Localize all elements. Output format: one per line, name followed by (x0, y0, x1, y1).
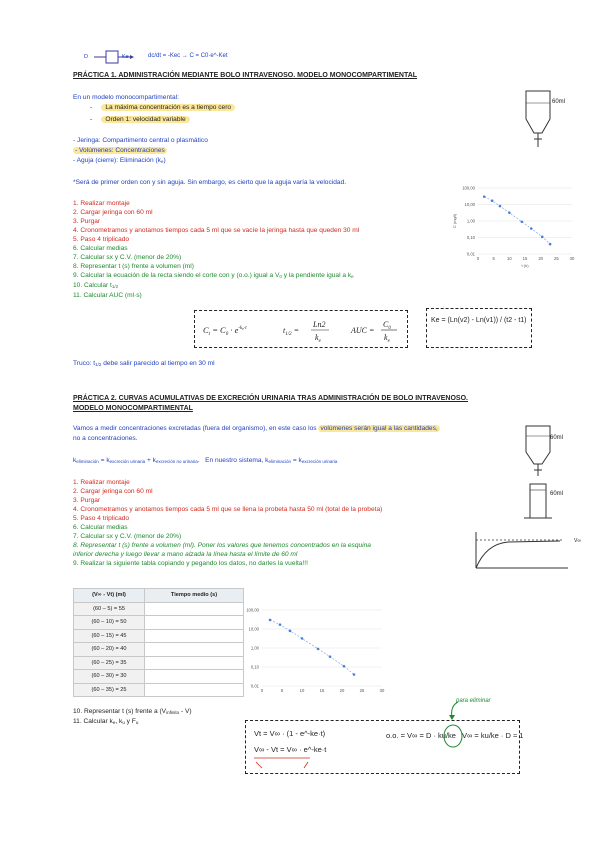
p1-tip-start: Truco: t (73, 360, 96, 367)
p2-step: 3. Purgar (73, 497, 101, 504)
p2-step10-text: 10. Representar t (s) frente a (V (73, 708, 167, 715)
p1-title: PRÁCTICA 1. ADMINISTRACIÓN MEDIANTE BOLO INTRAVENOSO. MODELO MONOCOMPARTIMENTAL (73, 72, 418, 79)
data-point (499, 205, 502, 208)
p1-formula-box (194, 310, 408, 348)
p1-step: 8. Representar t (s) frente a volumen (ml) (73, 263, 194, 270)
ke-formula: Ke = (Ln(v2) - Ln(v1)) / (t2 - t1) (431, 317, 527, 324)
y-tick-label: 10,00 (464, 202, 475, 207)
p1-part-syringe: - Jeringa: Compartimento central o plasmático (73, 137, 208, 144)
y-axis-label: C (mg/l) (452, 213, 457, 229)
table-row (74, 670, 244, 684)
p2-step: 8. Representar t (s) frente a volumen (ml). Poner los valores que tenemos concentrados en la esquina (73, 542, 371, 549)
svg-text:ke: $k_e$ (384, 333, 390, 344)
handwritten-note: para eliminar (456, 698, 491, 704)
table-header: Tiempo medio (s) (145, 589, 244, 603)
ke-formula-box (426, 308, 532, 348)
p2-formula-box (245, 720, 524, 774)
dose-label: D (84, 54, 88, 60)
p1-step: 7. Calcular sx y C.V. (menor de 20%) (73, 254, 182, 261)
x-tick-label: 0 (476, 256, 480, 261)
y-tick-label: 10,00 (248, 626, 259, 632)
p1-step: 1. Realizar montaje (73, 200, 130, 207)
cumulative-curve-sketch (472, 530, 572, 572)
table-header-row (74, 589, 244, 603)
y-tick-label: 0,10 (466, 235, 475, 240)
data-point (279, 623, 282, 626)
data-point (491, 199, 494, 202)
table-row (74, 602, 244, 616)
svg-text:ke: $k_e$ (315, 333, 321, 344)
data-point (521, 220, 524, 223)
p2-intro-1 (73, 424, 440, 433)
p2-intro-1a: Vamos a medir concentraciones excretadas (fuera del organismo), en este caso los (73, 425, 319, 432)
data-point (317, 648, 320, 651)
data-point (289, 630, 292, 633)
arrow-icon (446, 700, 466, 722)
cylinder-label: 60ml (550, 491, 564, 497)
x-tick-label: 10 (506, 256, 512, 261)
p2-step11: 11. Calcular $k_e$, $k_u$ y $F_u$ (73, 718, 139, 725)
table-row (74, 616, 244, 630)
p1-step: 3. Purgar (73, 218, 101, 225)
p2-step: inferior derecha y luego llevar a mano alzada la línea hasta el límite de 60 ml (73, 551, 298, 558)
p2-chart (238, 604, 388, 696)
p2-step: 9. Realizar la siguiente tabla copiando y pegando los datos, no darles la vuelta!!! (73, 560, 308, 567)
p2-formula-2: V∞ - Vt = V∞ · e^-ke·t (254, 745, 327, 754)
svg-text:C0: $C_0$ (383, 320, 391, 331)
p2-formula-4: V∞ = ku/ke · D ≈ 1 (462, 731, 524, 740)
p1-formulas (195, 311, 407, 347)
p2-title-2: MODELO MONOCOMPARTIMENTAL (73, 405, 193, 412)
data-point (530, 227, 533, 230)
table-cell-empty (145, 656, 244, 670)
table-cell-empty (145, 670, 244, 684)
p1-bullet-1-text: La máxima concentración es a tiempo cero (101, 104, 235, 111)
p1-step: 4. Cronometramos y anotamos tiempos cada 5 ml que se vacíe la jeringa hasta que queden 30 ml (73, 227, 360, 234)
data-point (483, 195, 486, 198)
data-point (508, 211, 511, 214)
x-tick-label: 10 (299, 688, 305, 693)
p1-step: 2. Cargar jeringa con 60 ml (73, 209, 153, 216)
table-row (74, 683, 244, 697)
p1-tip: Truco: $t_{1/2}$ debe salir parecido al tiempo en 30 ml (73, 360, 215, 367)
p2-formula-1: Vt = V∞ · (1 - e^-ke·t) (254, 729, 326, 738)
p1-bullet-1: - La máxima concentración es a tiempo cero (90, 103, 235, 112)
p1-steps-red (73, 199, 359, 300)
p2-step11-text: 11. Calcular k (73, 718, 113, 725)
p2-step: 6. Calcular medias (73, 524, 128, 531)
p1-step: 5. Paso 4 triplicado (73, 236, 130, 243)
p1-tip-rest: debe salir parecido al tiempo en 30 ml (101, 360, 215, 367)
data-point (549, 243, 552, 246)
data-point (269, 619, 272, 622)
p1-bullet-2-text: Orden 1: velocidad variable (101, 116, 189, 123)
x-tick-label: 15 (522, 256, 528, 261)
y-tick-label: 100,00 (462, 185, 475, 191)
table-row (74, 643, 244, 657)
p2-k-equation: $k_{eliminación} = k_{excreción urinaria} + k_{excreción no urinaria}$. En nuestro sistema, $k_{eliminación} = k_{excreción urinaria}$ (73, 457, 338, 464)
p2-step: 1. Realizar montaje (73, 479, 130, 486)
beaker-label-1: 60ml (552, 99, 566, 105)
p1-model-intro: En un modelo monocompartimental: (73, 94, 179, 101)
table-cell-empty (145, 616, 244, 630)
table-cell-empty (145, 602, 244, 616)
x-tick-label: 0 (260, 688, 264, 693)
table-header: (V∞ - Vt) (ml) (74, 589, 145, 603)
y-tick-label: 1,00 (250, 645, 259, 651)
x-tick-label: 5 (492, 256, 495, 261)
p1-step: 9. Calcular la ecuación de la recta siendo el corte con y (o.o.) igual a $V_0$ y la pendiente igual a $k_e$ (73, 272, 354, 279)
p1-part-needle-text: - Aguja (cierre): Eliminación (k (73, 157, 161, 164)
x-tick-label: 25 (553, 256, 559, 261)
p1-step: 10. Calcular $t_{1/2}$ (73, 282, 119, 289)
rate-label: Ke (122, 54, 129, 60)
table-cell: (60 – 25) = 35 (74, 656, 145, 670)
y-tick-label: 100,00 (246, 607, 259, 613)
data-point (343, 665, 346, 668)
table-row (74, 629, 244, 643)
p2-table (73, 588, 244, 697)
x-tick-label: 30 (569, 256, 575, 261)
p1-chart (448, 182, 578, 270)
p1-part-volumes (73, 146, 167, 155)
p2-step10: 10. Representar t (s) frente a $(V_{infinito} - V)$ (73, 708, 192, 715)
y-tick-label: 1,00 (466, 218, 475, 224)
v-infinity-label: V∞ (574, 538, 581, 544)
table-cell: (60 – 35) = 25 (74, 683, 145, 697)
p2-steps (73, 478, 382, 568)
data-point (353, 673, 356, 676)
table-row (74, 656, 244, 670)
svg-text:t1/2 =: $t_{1/2}$ = (283, 326, 300, 337)
table-cell: (60 – 10) = 50 (74, 616, 145, 630)
table-cell: (60 – 5) = 55 (74, 602, 145, 616)
compartment-diagram (86, 46, 146, 68)
data-point (329, 655, 332, 658)
y-tick-label: 0,01 (466, 251, 475, 257)
x-tick-label: 25 (359, 688, 365, 693)
table-cell: (60 – 15) = 45 (74, 629, 145, 643)
p1-bullet-2: - Orden 1: velocidad variable (90, 115, 190, 124)
table-cell-empty (145, 683, 244, 697)
p1-note: *Será de primer orden con y sin aguja. Sin embargo, es cierto que la aguja varía la velocidad. (73, 179, 347, 186)
data-point (541, 236, 544, 239)
kinetics-equation: dc/dt = -Kec → C = C0·e^-Ket (148, 53, 228, 59)
table-cell: (60 – 30) = 30 (74, 670, 145, 684)
p2-intro-2: no a concentraciones. (73, 435, 138, 442)
p2-step: 5. Paso 4 triplicado (73, 515, 130, 522)
x-tick-label: 20 (339, 688, 345, 693)
x-axis-label: t (h) (521, 263, 529, 268)
underline-marks (252, 754, 312, 770)
svg-text:AUC =: AUC = (351, 326, 375, 335)
series-line (270, 620, 354, 675)
svg-text:Ln2: Ln2 (313, 320, 326, 329)
p2-intro-1b: volúmenes serán igual a las cantidades, (320, 425, 438, 432)
p2-step: 4. Cronometramos y anotamos tiempos cada 5 ml que se llena la probeta hasta 50 ml (total de la probeta) (73, 506, 383, 513)
table-cell-empty (145, 629, 244, 643)
burette-drawing-1 (520, 85, 580, 155)
x-tick-label: 20 (538, 256, 544, 261)
series-line (484, 197, 550, 244)
p2-step: 7. Calcular sx y C.V. (menor de 20%) (73, 533, 182, 540)
p1-step9-text: 9. Calcular la ecuación de la recta siendo el corte con y (o.o.) igual a V (73, 272, 280, 279)
x-tick-label: 5 (280, 688, 284, 693)
y-tick-label: 0,10 (250, 664, 259, 670)
p1-step: 11. Calcular AUC (ml·s) (73, 292, 142, 299)
p1-part-volumes-text: - Volúmenes: Concentraciones (75, 147, 165, 154)
p2-k-symbol: k (73, 457, 77, 464)
beaker-label-2: 60ml (550, 435, 564, 441)
p2-step: 2. Cargar jeringa con 60 ml (73, 488, 153, 495)
x-tick-label: 30 (379, 688, 385, 693)
svg-text:Ct = C0 · e-ke·t: $C_t = C_0 \cdot e^{-k}e\cdot t$ (203, 325, 247, 337)
y-tick-label: 0,01 (250, 683, 259, 689)
x-tick-label: 15 (319, 688, 325, 693)
circle-highlight-icon (442, 723, 464, 749)
data-point (301, 637, 304, 640)
p1-step10-text: 10. Calcular t (73, 282, 112, 289)
table-cell-empty (145, 643, 244, 657)
p2-title-1: PRÁCTICA 2. CURVAS ACUMULATIVAS DE EXCRECIÓN URINARIA TRAS ADMINISTRACIÓN DE BOLO INTRAVENOSO. (73, 395, 468, 402)
p1-part-needle: - Aguja (cierre): Eliminación $(k_e)$ (73, 157, 166, 164)
p1-step: 6. Calcular medias (73, 245, 128, 252)
table-cell: (60 – 20) = 40 (74, 643, 145, 657)
p2-formula-3: o.o. = V∞ = D · ku/ke (386, 731, 456, 740)
